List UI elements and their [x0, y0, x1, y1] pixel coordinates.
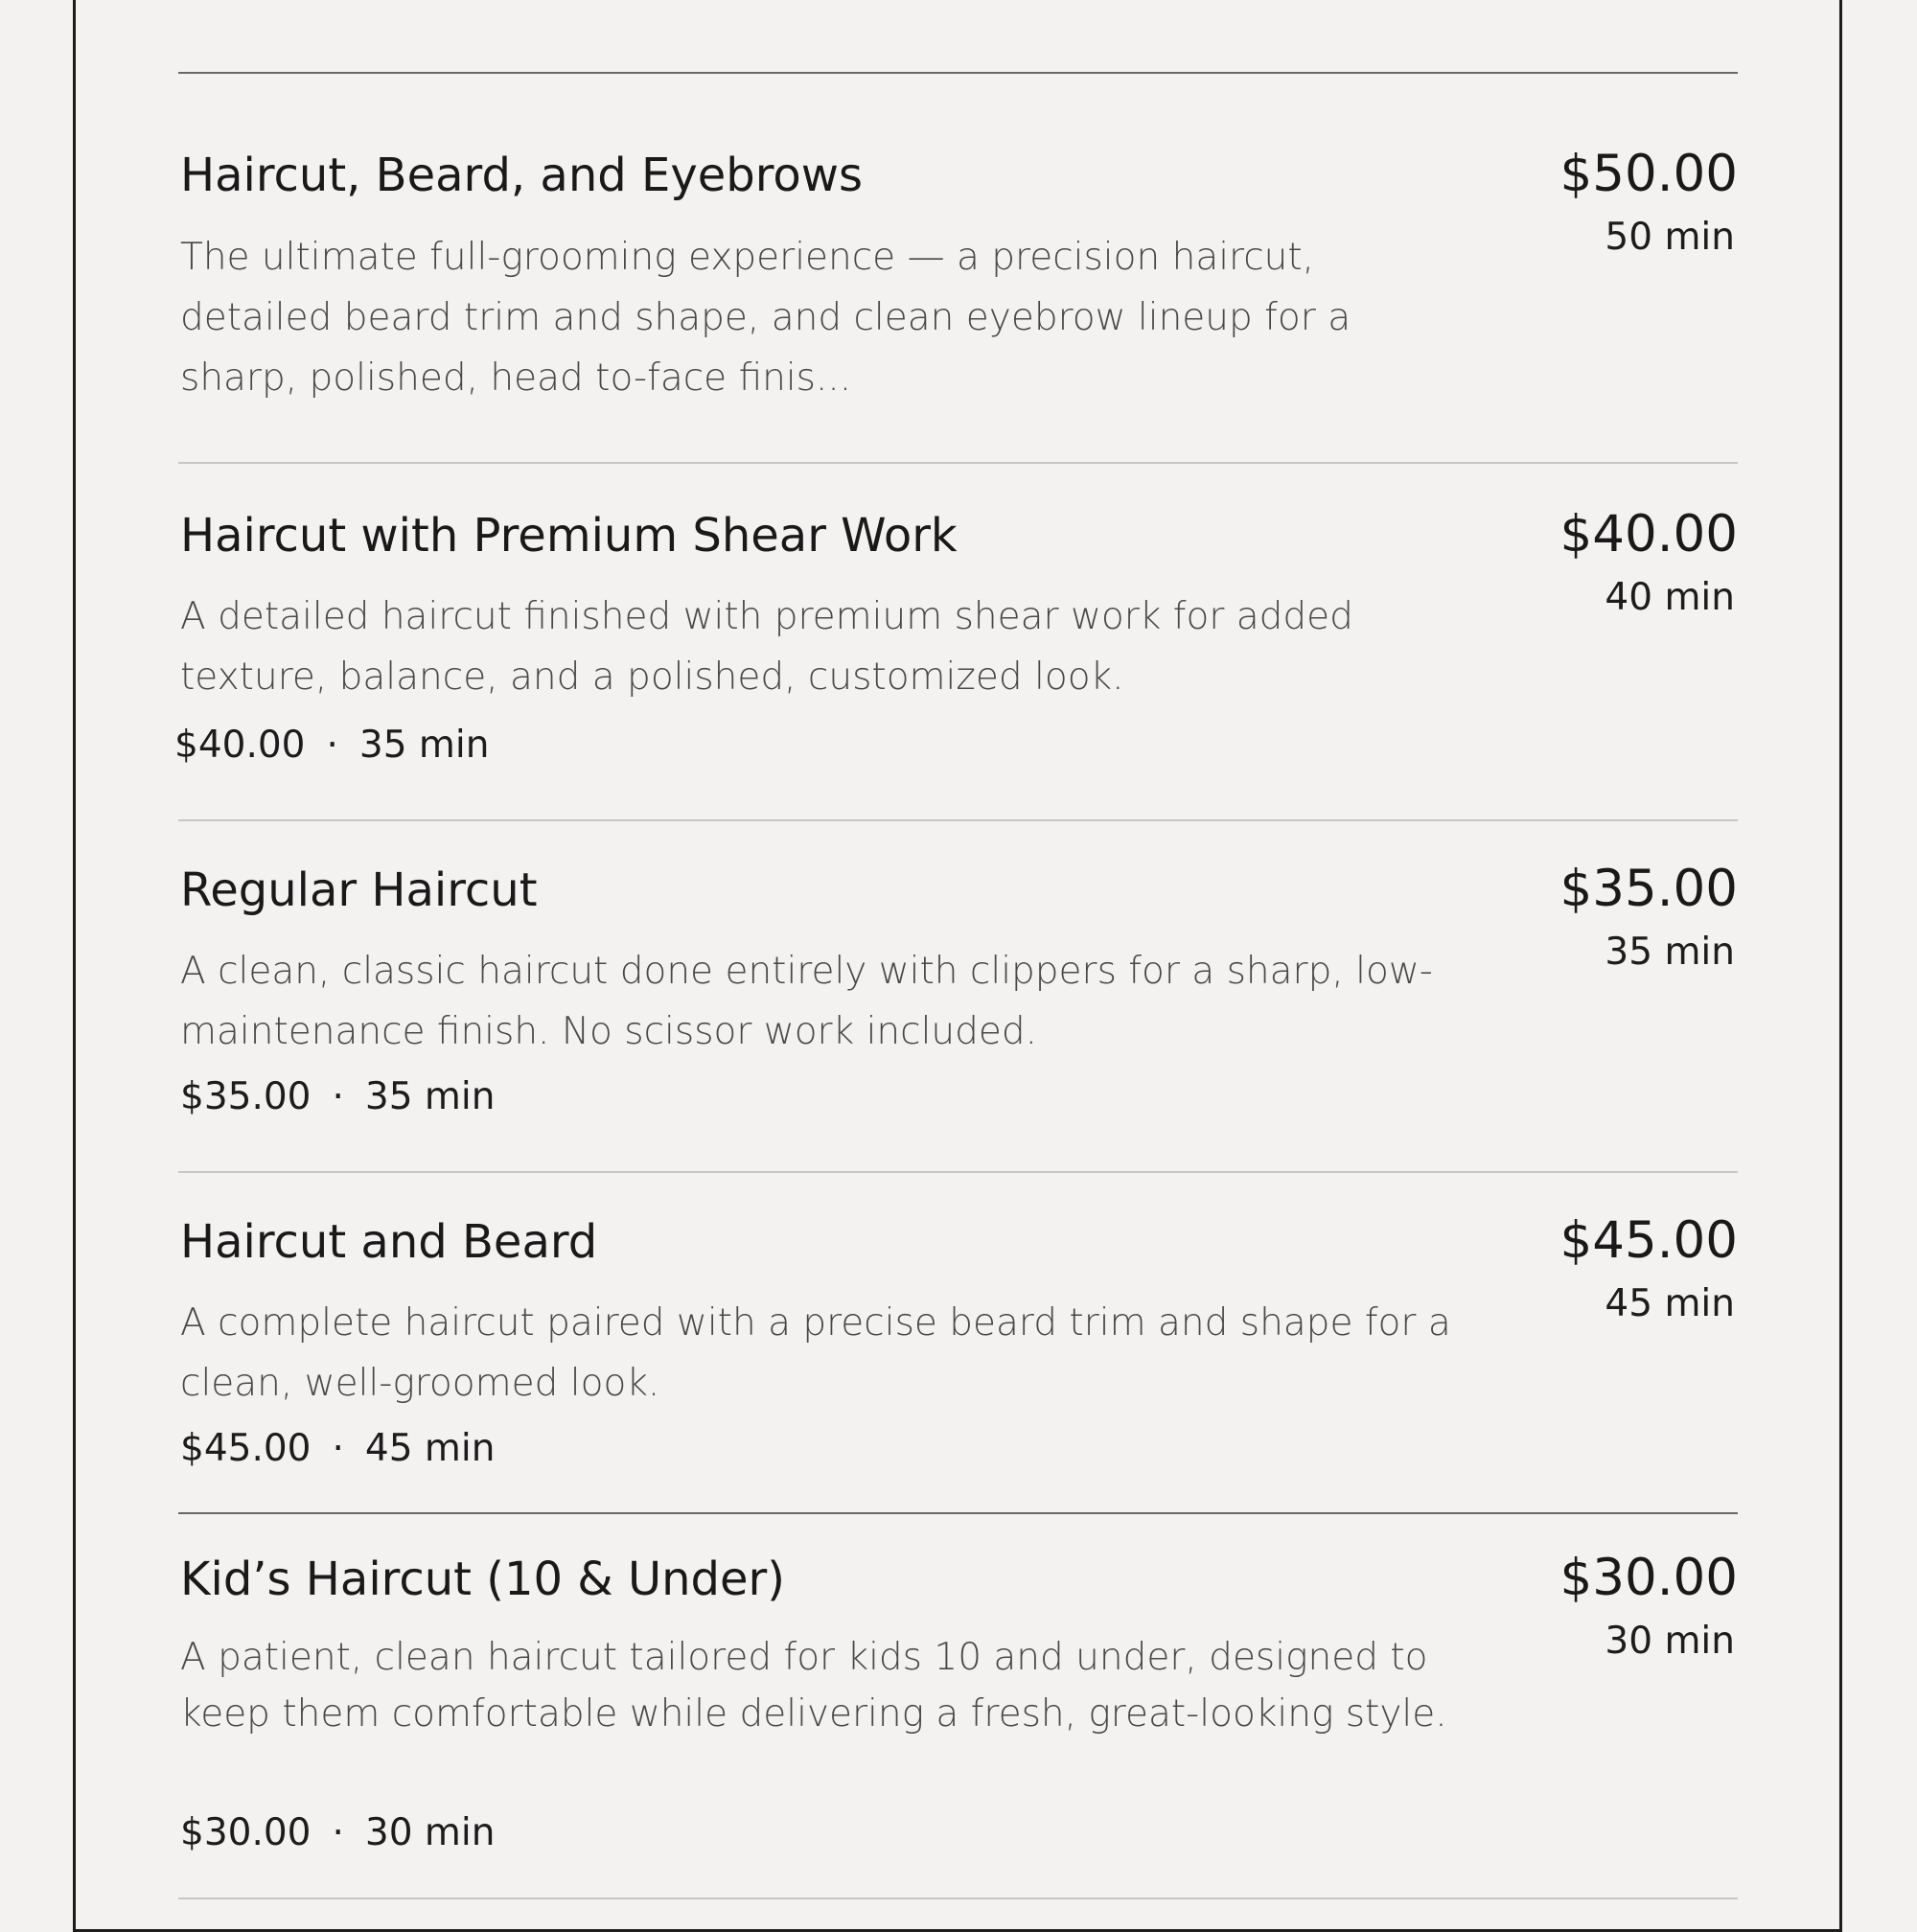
meta-separator: ·	[332, 1427, 344, 1470]
divider	[178, 1171, 1738, 1173]
divider	[178, 819, 1738, 821]
meta-price: $45.00	[180, 1427, 312, 1470]
meta-price: $40.00	[174, 724, 306, 767]
service-item-kids-haircut[interactable]	[178, 1549, 1738, 1858]
service-item-premium-shear-work[interactable]	[174, 505, 1738, 776]
service-name: Kid’s Haircut (10 & Under)	[180, 1552, 785, 1606]
service-duration: 30 min	[1605, 1620, 1735, 1663]
service-name: Haircut with Premium Shear Work	[180, 509, 958, 563]
service-description: A patient, clean haircut tailored for kids 10 and under, designed to keep them comfortable while delivering a fresh, great-looking style.	[180, 1636, 1447, 1736]
divider	[178, 1898, 1738, 1899]
meta-separator: ·	[332, 1075, 344, 1118]
service-item-regular-haircut[interactable]	[178, 862, 1738, 1131]
divider	[178, 72, 1738, 74]
service-meta	[174, 723, 489, 769]
service-description: The ultimate full-grooming experience — a precision haircut, detailed beard trim and shape, and clean eyebrow lineup for a sharp, polished, head to-face finis...	[180, 236, 1351, 400]
divider	[178, 1512, 1738, 1514]
service-meta	[180, 1810, 495, 1856]
meta-duration: 35 min	[364, 1075, 496, 1118]
meta-duration: 45 min	[364, 1427, 496, 1470]
service-duration: 50 min	[1605, 216, 1735, 259]
service-duration: 35 min	[1605, 931, 1735, 974]
meta-separator: ·	[332, 1811, 344, 1854]
service-description: A clean, classic haircut done entirely with clippers for a sharp, low-maintenance finish. No scissor work included.	[180, 950, 1433, 1053]
service-description: A complete haircut paired with a precise beard trim and shape for a clean, well-groomed look.	[180, 1301, 1451, 1405]
service-name: Regular Haircut	[180, 863, 538, 917]
service-name: Haircut and Beard	[180, 1215, 598, 1269]
meta-price: $30.00	[180, 1811, 312, 1854]
service-price: $30.00	[1559, 1549, 1738, 1607]
service-description: A detailed haircut finished with premium shear work for added texture, balance, and a polished, customized look.	[180, 595, 1353, 699]
meta-price: $35.00	[180, 1075, 312, 1118]
meta-duration: 35 min	[358, 724, 490, 767]
service-price: $50.00	[1559, 145, 1738, 203]
divider	[178, 462, 1738, 464]
service-price: $45.00	[1559, 1211, 1738, 1270]
service-meta	[180, 1074, 495, 1120]
service-price: $40.00	[1559, 505, 1738, 564]
service-duration: 40 min	[1605, 576, 1735, 619]
meta-separator: ·	[326, 724, 338, 767]
meta-duration: 30 min	[364, 1811, 496, 1854]
service-item-haircut-beard-eyebrows[interactable]	[178, 145, 1738, 435]
service-item-haircut-and-beard[interactable]	[178, 1211, 1738, 1483]
service-duration: 45 min	[1605, 1282, 1735, 1325]
service-price: $35.00	[1559, 860, 1738, 918]
service-name: Haircut, Beard, and Eyebrows	[180, 149, 864, 202]
service-meta	[180, 1426, 495, 1472]
